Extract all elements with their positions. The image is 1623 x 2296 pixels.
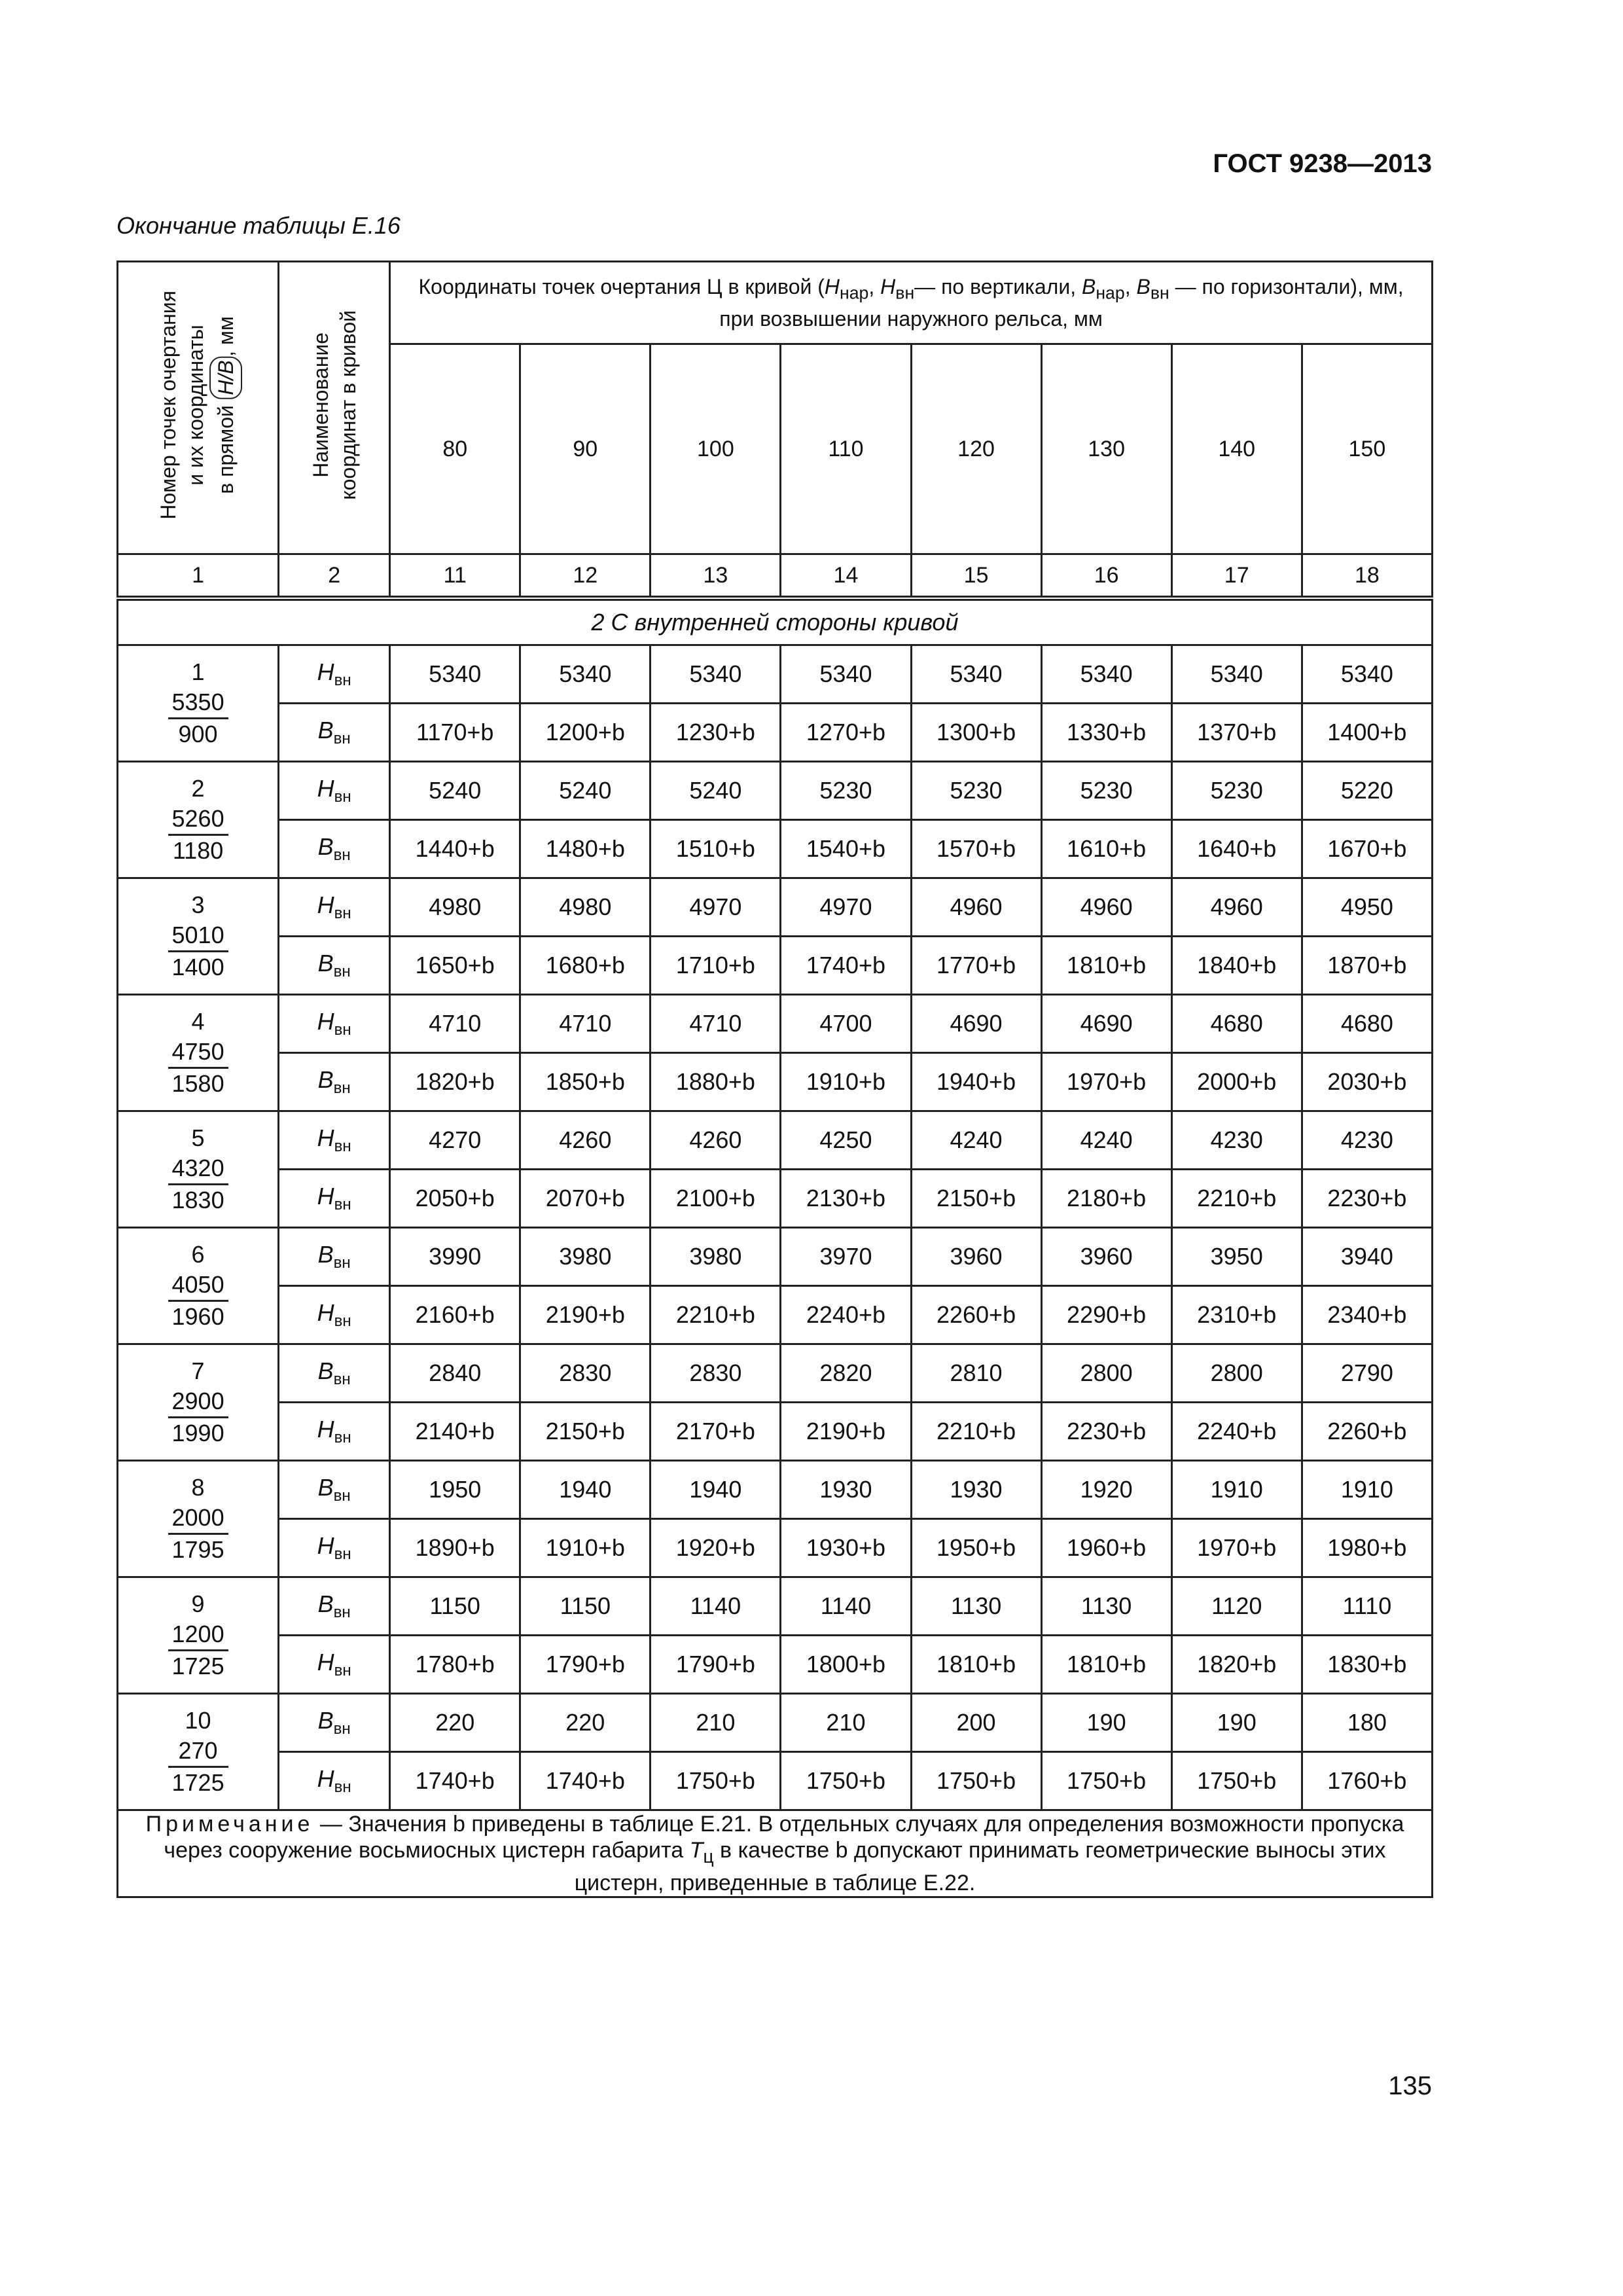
value-cell: 4260: [651, 1111, 781, 1170]
value-cell: 1970+b: [1171, 1519, 1302, 1577]
value-cell: 1940: [651, 1461, 781, 1519]
elevation-header: 110: [781, 344, 911, 554]
point-cell: [118, 878, 279, 995]
value-cell: 210: [781, 1694, 911, 1752]
value-cell: 2340+b: [1302, 1286, 1432, 1344]
value-cell: 1740+b: [390, 1752, 520, 1810]
value-cell: 1950+b: [911, 1519, 1041, 1577]
value-cell: 3970: [781, 1228, 911, 1286]
column-number: 14: [781, 554, 911, 599]
value-cell: 1880+b: [651, 1053, 781, 1111]
table-note: Примечание — Значения b приведены в таблице Е.21. В отдельных случаях для определения возможности пропуска через сооружение восьмиосных цистерн габарита $T_ц$ в качестве b допускают принимать геометрические выносы этих цистерн, приведенные в таблице Е.22.: [118, 1810, 1433, 1897]
value-cell: 1370+b: [1171, 704, 1302, 762]
value-cell: 1930+b: [781, 1519, 911, 1577]
value-cell: 5340: [911, 645, 1041, 704]
value-cell: 1810+b: [911, 1636, 1041, 1694]
elevation-header: 130: [1041, 344, 1171, 554]
point-h: 270: [168, 1736, 228, 1768]
value-cell: 5340: [1302, 645, 1432, 704]
value-cell: 1670+b: [1302, 820, 1432, 878]
value-cell: 1910+b: [781, 1053, 911, 1111]
point-fraction: [168, 1037, 228, 1099]
point-cell: [118, 1111, 279, 1228]
column-number: 16: [1041, 554, 1171, 599]
point-h: 2000: [168, 1503, 228, 1535]
col1-header-line1: Номер точек очертания: [156, 290, 180, 520]
value-cell: 1650+b: [390, 937, 520, 995]
value-cell: 2150+b: [520, 1403, 651, 1461]
value-cell: 1570+b: [911, 820, 1041, 878]
value-cell: 1870+b: [1302, 937, 1432, 995]
point-cell: [118, 1344, 279, 1461]
point-fraction: [168, 1503, 228, 1565]
value-cell: 4690: [911, 995, 1041, 1053]
value-cell: 2100+b: [651, 1170, 781, 1228]
coordinate-name: $H_{вн}$: [279, 995, 390, 1053]
value-cell: 1200+b: [520, 704, 651, 762]
value-cell: 1940+b: [911, 1053, 1041, 1111]
point-h: 4320: [168, 1153, 228, 1185]
point-number: 7: [191, 1357, 205, 1384]
value-cell: 2150+b: [911, 1170, 1041, 1228]
value-cell: 1710+b: [651, 937, 781, 995]
value-cell: 4680: [1302, 995, 1432, 1053]
col1-header: [118, 262, 279, 554]
coordinate-name: $B_{вн}$: [279, 1461, 390, 1519]
value-cell: 1750+b: [911, 1752, 1041, 1810]
value-cell: 1890+b: [390, 1519, 520, 1577]
value-cell: 2230+b: [1041, 1403, 1171, 1461]
point-h: 5350: [168, 687, 228, 719]
coordinate-name: $H_{вн}$: [279, 1752, 390, 1810]
coordinate-name: $H_{вн}$: [279, 1111, 390, 1170]
column-numbers-row: [118, 554, 1433, 599]
table-row: [118, 1170, 1433, 1228]
value-cell: 1930: [781, 1461, 911, 1519]
value-cell: 5340: [1041, 645, 1171, 704]
column-number: 12: [520, 554, 651, 599]
value-cell: 1810+b: [1041, 937, 1171, 995]
value-cell: 1760+b: [1302, 1752, 1432, 1810]
point-cell: [118, 995, 279, 1111]
point-fraction: [168, 1386, 228, 1448]
table-row: [118, 645, 1433, 704]
value-cell: 2190+b: [781, 1403, 911, 1461]
coordinate-name: $B_{вн}$: [279, 1694, 390, 1752]
point-b: 1400: [171, 954, 224, 980]
value-cell: 4680: [1171, 995, 1302, 1053]
point-cell: [118, 1577, 279, 1694]
value-cell: 1120: [1171, 1577, 1302, 1636]
table-row: [118, 1461, 1433, 1519]
value-cell: 1140: [781, 1577, 911, 1636]
column-number: 18: [1302, 554, 1432, 599]
point-fraction: [168, 1270, 228, 1332]
table-row: [118, 762, 1433, 820]
point-fraction: [168, 1619, 228, 1681]
value-cell: 2830: [651, 1344, 781, 1403]
coordinate-name: $H_{вн}$: [279, 1170, 390, 1228]
value-cell: 1790+b: [520, 1636, 651, 1694]
value-cell: 2820: [781, 1344, 911, 1403]
coordinate-name: $B_{вн}$: [279, 704, 390, 762]
value-cell: 1680+b: [520, 937, 651, 995]
point-cell: [118, 1461, 279, 1577]
col2-header-line2: координат в кривой: [336, 310, 360, 500]
column-number: 13: [651, 554, 781, 599]
value-cell: 1910: [1302, 1461, 1432, 1519]
value-cell: 4270: [390, 1111, 520, 1170]
value-cell: 2050+b: [390, 1170, 520, 1228]
value-cell: 5240: [390, 762, 520, 820]
value-cell: 180: [1302, 1694, 1432, 1752]
value-cell: 190: [1171, 1694, 1302, 1752]
value-cell: 1540+b: [781, 820, 911, 878]
value-cell: 3990: [390, 1228, 520, 1286]
table-row: [118, 995, 1433, 1053]
point-number: 4: [191, 1008, 205, 1035]
value-cell: 1820+b: [390, 1053, 520, 1111]
value-cell: 1750+b: [1041, 1752, 1171, 1810]
value-cell: 1840+b: [1171, 937, 1302, 995]
col2-header-line1: Наименование: [308, 332, 332, 478]
value-cell: 1640+b: [1171, 820, 1302, 878]
coordinates-table: [116, 260, 1433, 1898]
point-fraction: [168, 1736, 228, 1798]
table-row: [118, 878, 1433, 937]
value-cell: 2240+b: [1171, 1403, 1302, 1461]
coordinate-name: $B_{вн}$: [279, 1228, 390, 1286]
value-cell: 1800+b: [781, 1636, 911, 1694]
value-cell: 1330+b: [1041, 704, 1171, 762]
point-h: 2900: [168, 1386, 228, 1418]
point-number: 2: [191, 775, 205, 802]
point-cell: [118, 1694, 279, 1810]
value-cell: 5240: [520, 762, 651, 820]
value-cell: 1150: [390, 1577, 520, 1636]
point-cell: [118, 1228, 279, 1344]
value-cell: 3940: [1302, 1228, 1432, 1286]
coordinate-name: $B_{вн}$: [279, 820, 390, 878]
col1-header-fraction: H/B: [209, 356, 242, 399]
value-cell: 2210+b: [651, 1286, 781, 1344]
value-cell: 4250: [781, 1111, 911, 1170]
value-cell: 4710: [390, 995, 520, 1053]
value-cell: 5230: [781, 762, 911, 820]
value-cell: 1950: [390, 1461, 520, 1519]
coordinate-name: $B_{вн}$: [279, 1577, 390, 1636]
value-cell: 210: [651, 1694, 781, 1752]
value-cell: 1920: [1041, 1461, 1171, 1519]
value-cell: 1980+b: [1302, 1519, 1432, 1577]
value-cell: 5340: [651, 645, 781, 704]
point-h: 4750: [168, 1037, 228, 1069]
point-number: 8: [191, 1474, 205, 1501]
point-fraction: [168, 687, 228, 749]
value-cell: 1830+b: [1302, 1636, 1432, 1694]
column-number: 1: [118, 554, 279, 599]
elevation-header: 80: [390, 344, 520, 554]
value-cell: 5340: [520, 645, 651, 704]
column-number: 15: [911, 554, 1041, 599]
point-b: 1960: [171, 1303, 224, 1330]
value-cell: 4700: [781, 995, 911, 1053]
value-cell: 4230: [1302, 1111, 1432, 1170]
value-cell: 2130+b: [781, 1170, 911, 1228]
value-cell: 2260+b: [911, 1286, 1041, 1344]
col1-header-line2: и их координаты: [183, 324, 207, 486]
column-number: 11: [390, 554, 520, 599]
elevation-header: 90: [520, 344, 651, 554]
value-cell: 220: [390, 1694, 520, 1752]
point-number: 5: [191, 1124, 205, 1151]
value-cell: 2260+b: [1302, 1403, 1432, 1461]
value-cell: 1170+b: [390, 704, 520, 762]
point-number: 10: [185, 1707, 211, 1734]
table-row: [118, 1694, 1433, 1752]
value-cell: 4710: [520, 995, 651, 1053]
elevation-header: 150: [1302, 344, 1432, 554]
point-h: 1200: [168, 1619, 228, 1651]
value-cell: 1740+b: [781, 937, 911, 995]
elevation-header: 140: [1171, 344, 1302, 554]
table-row: [118, 1577, 1433, 1636]
value-cell: 2290+b: [1041, 1286, 1171, 1344]
value-cell: 2210+b: [911, 1403, 1041, 1461]
value-cell: 4960: [1041, 878, 1171, 937]
value-cell: 2140+b: [390, 1403, 520, 1461]
value-cell: 1130: [1041, 1577, 1171, 1636]
value-cell: 1910: [1171, 1461, 1302, 1519]
value-cell: 1770+b: [911, 937, 1041, 995]
value-cell: 2830: [520, 1344, 651, 1403]
value-cell: 3960: [1041, 1228, 1171, 1286]
value-cell: 4980: [390, 878, 520, 937]
value-cell: 3960: [911, 1228, 1041, 1286]
elevation-header: 120: [911, 344, 1041, 554]
elevation-header: 100: [651, 344, 781, 554]
coordinate-name: $H_{вн}$: [279, 878, 390, 937]
value-cell: 5240: [651, 762, 781, 820]
value-cell: 2790: [1302, 1344, 1432, 1403]
value-cell: 2800: [1041, 1344, 1171, 1403]
point-fraction: [168, 920, 228, 982]
value-cell: 2190+b: [520, 1286, 651, 1344]
point-b: 1725: [171, 1653, 224, 1679]
value-cell: 1110: [1302, 1577, 1432, 1636]
value-cell: 1920+b: [651, 1519, 781, 1577]
point-b: 1795: [171, 1536, 224, 1563]
value-cell: 1270+b: [781, 704, 911, 762]
value-cell: 2800: [1171, 1344, 1302, 1403]
value-cell: 2810: [911, 1344, 1041, 1403]
value-cell: 4710: [651, 995, 781, 1053]
table-caption: Окончание таблицы Е.16: [116, 212, 401, 239]
value-cell: 1510+b: [651, 820, 781, 878]
value-cell: 4240: [1041, 1111, 1171, 1170]
point-b: 900: [178, 721, 218, 747]
value-cell: 1940: [520, 1461, 651, 1519]
point-b: 1180: [172, 837, 224, 864]
table-row: [118, 1053, 1433, 1111]
table-row: [118, 1228, 1433, 1286]
point-b: 1990: [171, 1420, 224, 1446]
value-cell: 4960: [911, 878, 1041, 937]
value-cell: 3950: [1171, 1228, 1302, 1286]
value-cell: 5340: [781, 645, 911, 704]
point-number: 6: [191, 1241, 205, 1268]
point-h: 4050: [168, 1270, 228, 1302]
value-cell: 4690: [1041, 995, 1171, 1053]
value-cell: 4230: [1171, 1111, 1302, 1170]
value-cell: 1480+b: [520, 820, 651, 878]
value-cell: 1930: [911, 1461, 1041, 1519]
value-cell: 4240: [911, 1111, 1041, 1170]
value-cell: 1810+b: [1041, 1636, 1171, 1694]
point-h: 5260: [168, 804, 228, 836]
value-cell: 4950: [1302, 878, 1432, 937]
value-cell: 4970: [781, 878, 911, 937]
table-row: [118, 820, 1433, 878]
value-cell: 1750+b: [1171, 1752, 1302, 1810]
coordinate-name: $B_{вн}$: [279, 1053, 390, 1111]
value-cell: 3980: [651, 1228, 781, 1286]
value-cell: 190: [1041, 1694, 1171, 1752]
value-cell: 2030+b: [1302, 1053, 1432, 1111]
coordinate-name: $H_{вн}$: [279, 1286, 390, 1344]
value-cell: 1780+b: [390, 1636, 520, 1694]
value-cell: 5220: [1302, 762, 1432, 820]
value-cell: 2180+b: [1041, 1170, 1171, 1228]
value-cell: 220: [520, 1694, 651, 1752]
value-cell: 1140: [651, 1577, 781, 1636]
table-row: [118, 1111, 1433, 1170]
coordinate-name: $B_{вн}$: [279, 937, 390, 995]
table-row: [118, 1403, 1433, 1461]
value-cell: 2000+b: [1171, 1053, 1302, 1111]
table-row: [118, 1636, 1433, 1694]
value-cell: 2170+b: [651, 1403, 781, 1461]
coordinate-name: $B_{вн}$: [279, 1344, 390, 1403]
column-number: 2: [279, 554, 390, 599]
value-cell: 2160+b: [390, 1286, 520, 1344]
coordinate-name: $H_{вн}$: [279, 645, 390, 704]
table-row: [118, 1286, 1433, 1344]
value-cell: 1440+b: [390, 820, 520, 878]
value-cell: 4260: [520, 1111, 651, 1170]
value-cell: 2840: [390, 1344, 520, 1403]
value-cell: 200: [911, 1694, 1041, 1752]
note-label: Примечание: [145, 1812, 314, 1837]
value-cell: 2210+b: [1171, 1170, 1302, 1228]
value-cell: 5340: [1171, 645, 1302, 704]
table-row: [118, 937, 1433, 995]
value-cell: 1750+b: [781, 1752, 911, 1810]
value-cell: 1970+b: [1041, 1053, 1171, 1111]
col1-header-line3: в прямой: [213, 404, 238, 494]
point-fraction: [168, 804, 228, 866]
coordinate-name: $H_{вн}$: [279, 1519, 390, 1577]
value-cell: 1910+b: [520, 1519, 651, 1577]
value-cell: 5230: [1041, 762, 1171, 820]
value-cell: 1610+b: [1041, 820, 1171, 878]
table-row: [118, 1519, 1433, 1577]
value-cell: 1300+b: [911, 704, 1041, 762]
value-cell: 2230+b: [1302, 1170, 1432, 1228]
value-cell: 2240+b: [781, 1286, 911, 1344]
point-fraction: [168, 1153, 228, 1215]
value-cell: 1740+b: [520, 1752, 651, 1810]
point-h: 5010: [168, 920, 228, 952]
col2-header: [279, 262, 390, 554]
value-cell: 3980: [520, 1228, 651, 1286]
value-cell: 1400+b: [1302, 704, 1432, 762]
point-b: 1580: [171, 1070, 224, 1097]
value-cell: 2070+b: [520, 1170, 651, 1228]
table-row: [118, 1344, 1433, 1403]
value-cell: 2310+b: [1171, 1286, 1302, 1344]
value-cell: 1790+b: [651, 1636, 781, 1694]
section-title: 2 С внутренней стороны кривой: [118, 598, 1433, 645]
value-cell: 5340: [390, 645, 520, 704]
coordinates-span-header: Координаты точек очертания Ц в кривой ($H_{нар}$, $H_{вн}—$ по вертикали, $B_{нар}$, $B_{вн}$ — по горизонтали), мм, при возвышении наружного рельса, мм: [390, 262, 1433, 344]
table-row: [118, 704, 1433, 762]
point-number: 9: [191, 1590, 205, 1617]
table-row: [118, 1752, 1433, 1810]
point-number: 1: [191, 658, 205, 685]
coordinate-name: $H_{вн}$: [279, 1636, 390, 1694]
value-cell: 1150: [520, 1577, 651, 1636]
value-cell: 1960+b: [1041, 1519, 1171, 1577]
coordinate-name: $H_{вн}$: [279, 762, 390, 820]
value-cell: 5230: [1171, 762, 1302, 820]
value-cell: 5230: [911, 762, 1041, 820]
col1-header-unit: , мм: [213, 315, 238, 357]
document-code: ГОСТ 9238—2013: [1213, 149, 1432, 178]
page-number: 135: [1388, 2072, 1432, 2100]
value-cell: 4960: [1171, 878, 1302, 937]
column-number: 17: [1171, 554, 1302, 599]
point-number: 3: [191, 891, 205, 918]
value-cell: 1820+b: [1171, 1636, 1302, 1694]
value-cell: 1850+b: [520, 1053, 651, 1111]
value-cell: 1130: [911, 1577, 1041, 1636]
point-cell: [118, 762, 279, 878]
point-b: 1830: [171, 1187, 224, 1213]
point-b: 1725: [171, 1769, 224, 1796]
point-cell: [118, 645, 279, 762]
coordinate-name: $H_{вн}$: [279, 1403, 390, 1461]
value-cell: 4980: [520, 878, 651, 937]
value-cell: 1230+b: [651, 704, 781, 762]
value-cell: 4970: [651, 878, 781, 937]
value-cell: 1750+b: [651, 1752, 781, 1810]
